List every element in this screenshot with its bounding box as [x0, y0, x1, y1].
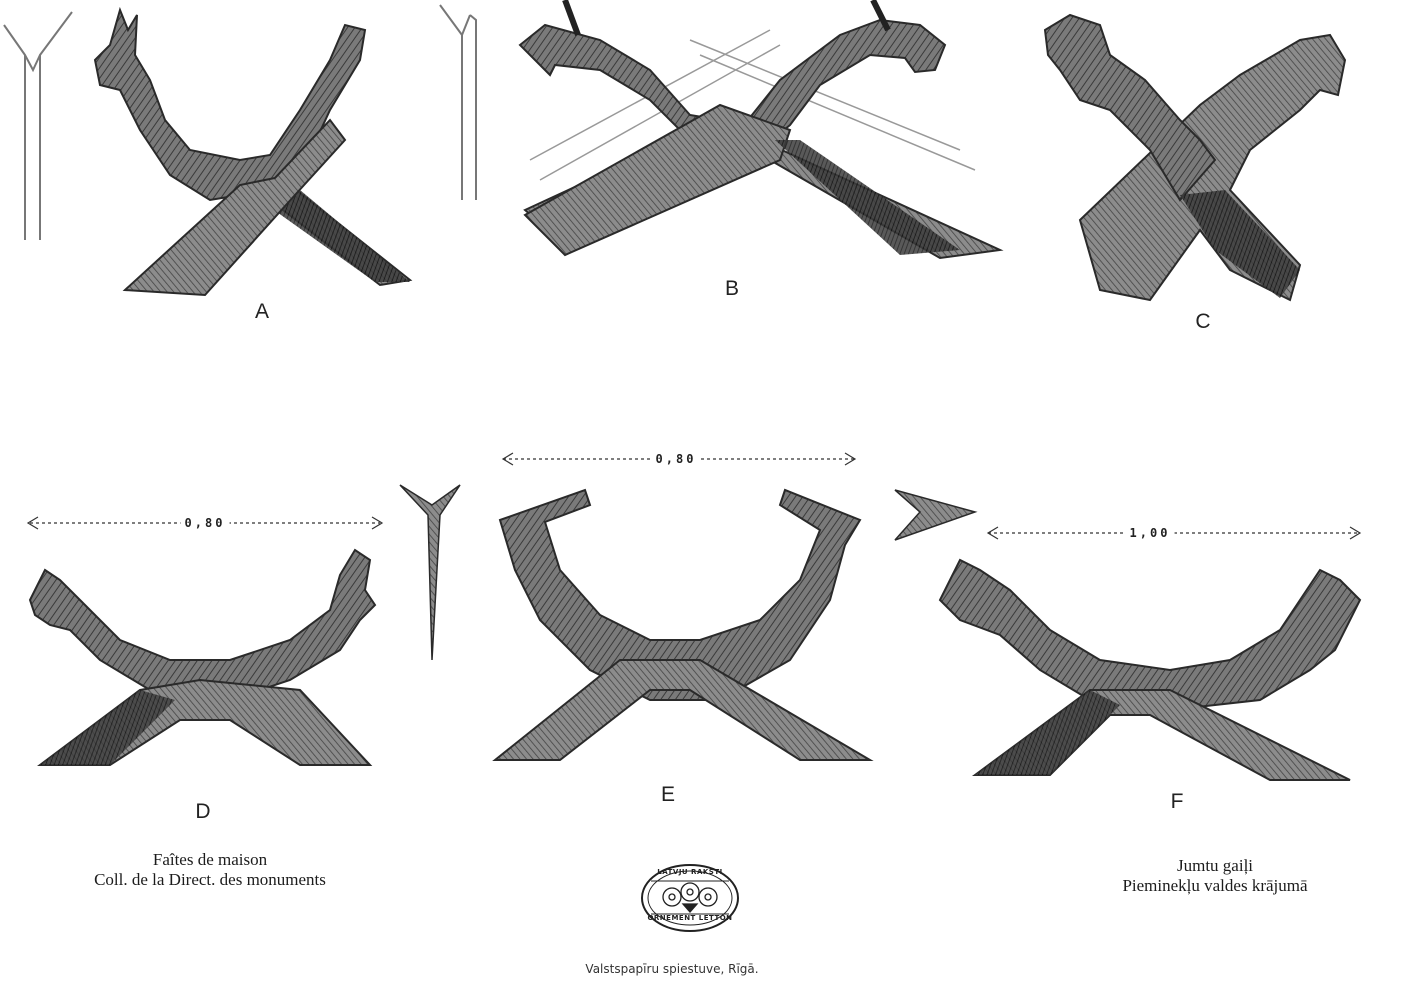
gable-drawing-c [1045, 15, 1345, 300]
publisher-emblem [639, 862, 741, 934]
figure-label-f: F [1170, 790, 1184, 813]
dimension-e: 0,80 [652, 452, 701, 466]
caption-french-line1: Faîtes de maison [152, 850, 268, 869]
figure-label-d: D [195, 800, 211, 823]
figure-label-a: A [254, 300, 270, 323]
caption-latvian-line1: Jumtu gaiļi [1176, 856, 1254, 875]
dimension-f: 1,00 [1126, 526, 1175, 540]
gable-drawing-b [440, 0, 1000, 258]
caption-french-line2: Coll. de la Direct. des monuments [94, 870, 326, 889]
gable-drawing-f [940, 527, 1360, 780]
top-view-sketch-ef [895, 490, 975, 540]
emblem-bottom-text: ORNEMENT LETTON [647, 914, 733, 922]
printer-imprint: Valstspapīru spiestuve, Rīgā. [585, 962, 759, 976]
side-view-sketch-a [4, 12, 72, 240]
gable-drawing-a [4, 10, 410, 295]
gable-drawing-d [28, 517, 382, 765]
dimension-d: 0,80 [181, 516, 230, 530]
caption-french [60, 850, 360, 890]
figure-label-b: B [724, 277, 740, 300]
figure-label-c: C [1195, 310, 1211, 333]
caption-latvian [1080, 856, 1350, 896]
side-view-sketch-b [440, 5, 476, 200]
gable-drawing-e [495, 453, 870, 760]
emblem-top-text: LATVJU RAKSTI [657, 868, 723, 876]
figure-label-e: E [660, 783, 676, 806]
caption-latvian-line2: Pieminekļu valdes krājumā [1122, 876, 1308, 895]
side-view-sketch-de [400, 485, 460, 660]
